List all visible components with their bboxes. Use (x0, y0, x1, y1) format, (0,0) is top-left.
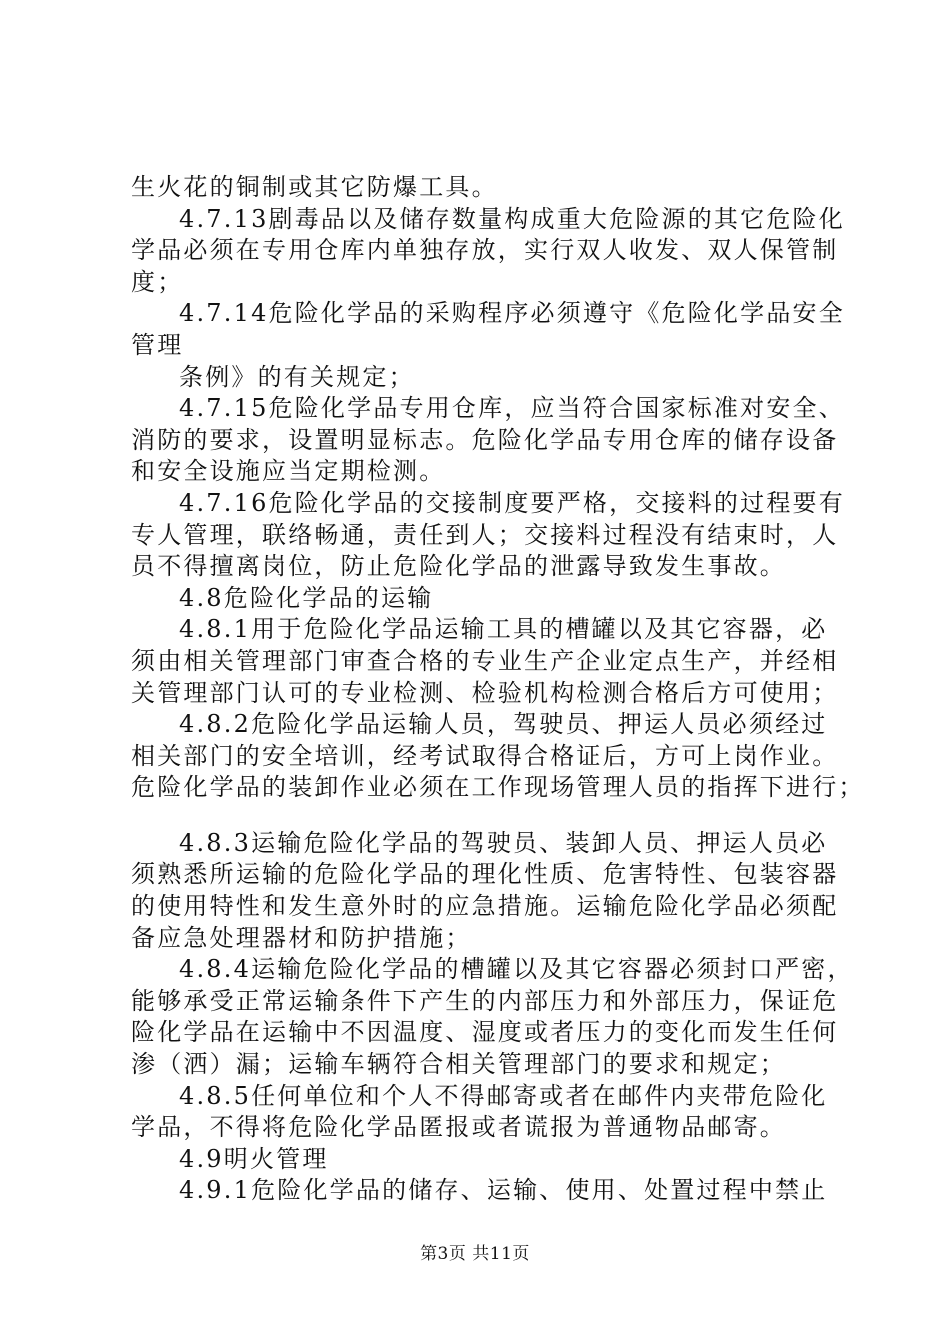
text-line: 4.7.15危险化学品专用仓库，应当符合国家标准对安全、 (179, 394, 845, 423)
text-line: 和安全设施应当定期检测。 (131, 457, 446, 486)
text-line: 消防的要求，设置明显标志。危险化学品专用仓库的储存设备 (131, 425, 839, 454)
text-line: 条例》的有关规定； (179, 362, 415, 391)
document-body (131, 172, 865, 1207)
paragraph-gap (131, 804, 835, 828)
text-line: 4.8.4运输危险化学品的槽罐以及其它容器必须封口严密， (179, 955, 854, 984)
text-line: 专人管理，联络畅通，责任到人；交接料过程没有结束时，人 (131, 520, 839, 549)
text-line: 4.7.13剧毒品以及储存数量构成重大危险源的其它危险化 (179, 204, 845, 233)
text-line: 的使用特性和发生意外时的应急措施。运输危险化学品必须配 (131, 892, 839, 921)
section-heading: 4.8危险化学品的运输 (179, 583, 434, 612)
text-line: 渗（洒）漏；运输车辆符合相关管理部门的要求和规定； (131, 1050, 786, 1079)
text-line: 4.8.1用于危险化学品运输工具的槽罐以及其它容器，必 (179, 615, 828, 644)
text-line: 须熟悉所运输的危险化学品的理化性质、危害特性、包装容器 (131, 860, 839, 889)
text-line: 4.7.14危险化学品的采购程序必须遵守《危险化学品安全 (179, 299, 845, 328)
text-line: 4.8.5任何单位和个人不得邮寄或者在邮件内夹带危险化 (179, 1081, 828, 1110)
text-line: 度； (131, 267, 184, 296)
section-heading: 4.9明火管理 (179, 1144, 329, 1173)
text-line: 4.7.16危险化学品的交接制度要严格，交接料的过程要有 (179, 488, 845, 517)
text-line: 生火花的铜制或其它防爆工具。 (131, 173, 498, 201)
text-line: 4.9.1危险化学品的储存、运输、使用、处置过程中禁止 (179, 1176, 828, 1205)
text-line: 员不得擅离岗位，防止危险化学品的泄露导致发生事故。 (131, 552, 786, 581)
page-footer: 第3页 共11页 (420, 1244, 530, 1264)
text-line: 须由相关管理部门审查合格的专业生产企业定点生产，并经相 (131, 646, 839, 675)
text-line: 4.8.3运输危险化学品的驾驶员、装卸人员、押运人员必 (179, 828, 828, 857)
text-line: 备应急处理器材和防护措施； (131, 923, 472, 952)
text-line: 危险化学品的装卸作业必须在工作现场管理人员的指挥下进行； (131, 773, 865, 802)
text-line: 管理 (131, 330, 184, 359)
text-line: 学品，不得将危险化学品匿报或者谎报为普通物品邮寄。 (131, 1113, 786, 1142)
text-line: 学品必须在专用仓库内单独存放，实行双人收发、双人保管制 (131, 236, 839, 265)
text-line: 4.8.2危险化学品运输人员，驾驶员、押运人员必须经过 (179, 710, 828, 739)
text-line: 险化学品在运输中不因温度、湿度或者压力的变化而发生任何 (131, 1018, 839, 1047)
text-line: 关管理部门认可的专业检测、检验机构检测合格后方可使用； (131, 678, 839, 707)
text-line: 相关部门的安全培训，经考试取得合格证后，方可上岗作业。 (131, 741, 839, 770)
text-line: 能够承受正常运输条件下产生的内部压力和外部压力，保证危 (131, 986, 839, 1015)
